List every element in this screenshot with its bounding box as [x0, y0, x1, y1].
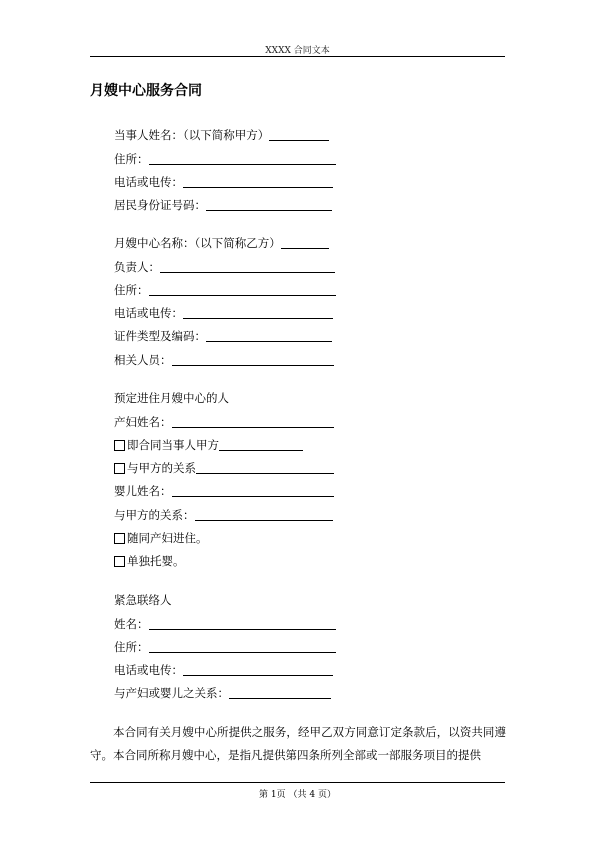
contract-paragraph: 本合同有关月嫂中心所提供之服务，经甲乙双方同意订定条款后，以资共同遵守。本合同所称月嫂中心，是指凡提供第四条所列全部或一部服务项目的提供	[90, 725, 506, 762]
option-label: 即合同当事人甲方	[127, 437, 219, 452]
contract-title: 月嫂中心服务合同	[90, 83, 202, 99]
option-label: 随同产妇进住。	[127, 531, 208, 546]
party-a-phone-field[interactable]	[183, 174, 333, 188]
option-with-mother-row	[114, 523, 334, 546]
emergency-address-field[interactable]	[149, 639, 336, 653]
emergency-phone-field[interactable]	[183, 662, 333, 676]
checkbox[interactable]	[114, 533, 125, 544]
emergency-address-row	[114, 632, 336, 655]
option-relation-field[interactable]	[196, 460, 334, 474]
emergency-phone-row	[114, 655, 336, 678]
emergency-heading: 紧急联络人	[114, 593, 172, 608]
checkbox[interactable]	[114, 440, 125, 451]
party-b-idtype-row	[114, 321, 336, 344]
resident-heading: 预定进住月嫂中心的人	[114, 391, 229, 406]
option-baby-only-row	[114, 546, 334, 569]
party-b-charge-row	[114, 251, 336, 274]
party-a-name-field[interactable]	[269, 127, 329, 141]
party-a-phone-row	[114, 167, 336, 190]
field-label: 住所：	[114, 151, 149, 166]
mother-name-row	[114, 406, 334, 429]
resident-section	[114, 383, 334, 569]
party-b-section	[114, 228, 336, 368]
checkbox[interactable]	[114, 556, 125, 567]
field-label: 住所：	[114, 639, 149, 654]
checkbox[interactable]	[114, 463, 125, 474]
party-b-phone-row	[114, 298, 336, 321]
page-header: XXXX 合同文本	[265, 46, 330, 56]
field-label: 月嫂中心名称：（以下简称乙方）	[114, 236, 281, 251]
option-label: 单独托婴。	[127, 554, 185, 569]
option-party-a-field[interactable]	[219, 437, 303, 451]
emergency-name-row	[114, 608, 336, 631]
field-label: 电话或电传：	[114, 174, 183, 189]
field-label: 负责人：	[114, 259, 160, 274]
baby-name-field[interactable]	[172, 483, 334, 497]
field-label: 婴儿姓名：	[114, 484, 172, 499]
field-label: 与甲方的关系：	[114, 507, 195, 522]
field-label: 电话或电传：	[114, 663, 183, 678]
field-label: 产妇姓名：	[114, 414, 172, 429]
field-label: 电话或电传：	[114, 306, 183, 321]
party-b-name-row	[114, 228, 336, 251]
baby-name-row	[114, 476, 334, 499]
option-relation-row	[114, 453, 334, 476]
party-a-address-field[interactable]	[149, 151, 336, 165]
party-b-address-field[interactable]	[149, 282, 336, 296]
field-label: 与产妇或婴儿之关系：	[114, 686, 229, 701]
mother-name-field[interactable]	[172, 414, 334, 428]
field-label: 当事人姓名：（以下简称甲方）	[114, 128, 270, 143]
party-b-idtype-field[interactable]	[206, 328, 332, 342]
field-label: 姓名：	[114, 616, 149, 631]
page-footer: 第 1页 （共 4 页）	[259, 790, 336, 800]
party-b-phone-field[interactable]	[183, 305, 333, 319]
party-b-charge-field[interactable]	[160, 259, 335, 273]
footer-divider	[90, 782, 505, 783]
party-b-address-row	[114, 275, 336, 298]
field-label: 证件类型及编码：	[114, 329, 206, 344]
option-party-a-row	[114, 430, 334, 453]
emergency-relation-field[interactable]	[229, 685, 331, 699]
party-b-name-field[interactable]	[281, 235, 329, 249]
emergency-relation-row	[114, 678, 336, 701]
option-label: 与甲方的关系	[127, 461, 196, 476]
party-b-related-row	[114, 344, 336, 367]
party-a-id-row	[114, 190, 336, 213]
emergency-name-field[interactable]	[149, 616, 336, 630]
party-a-name-row	[114, 120, 336, 143]
party-b-related-field[interactable]	[172, 352, 334, 366]
field-label: 相关人员：	[114, 352, 172, 367]
baby-relation-row	[114, 499, 334, 522]
party-a-address-row	[114, 143, 336, 166]
party-a-section	[114, 120, 336, 213]
baby-relation-field[interactable]	[195, 507, 333, 521]
header-divider	[90, 56, 505, 57]
field-label: 住所：	[114, 282, 149, 297]
emergency-section	[114, 585, 336, 701]
party-a-id-field[interactable]	[206, 197, 332, 211]
field-label: 居民身份证号码：	[114, 198, 206, 213]
